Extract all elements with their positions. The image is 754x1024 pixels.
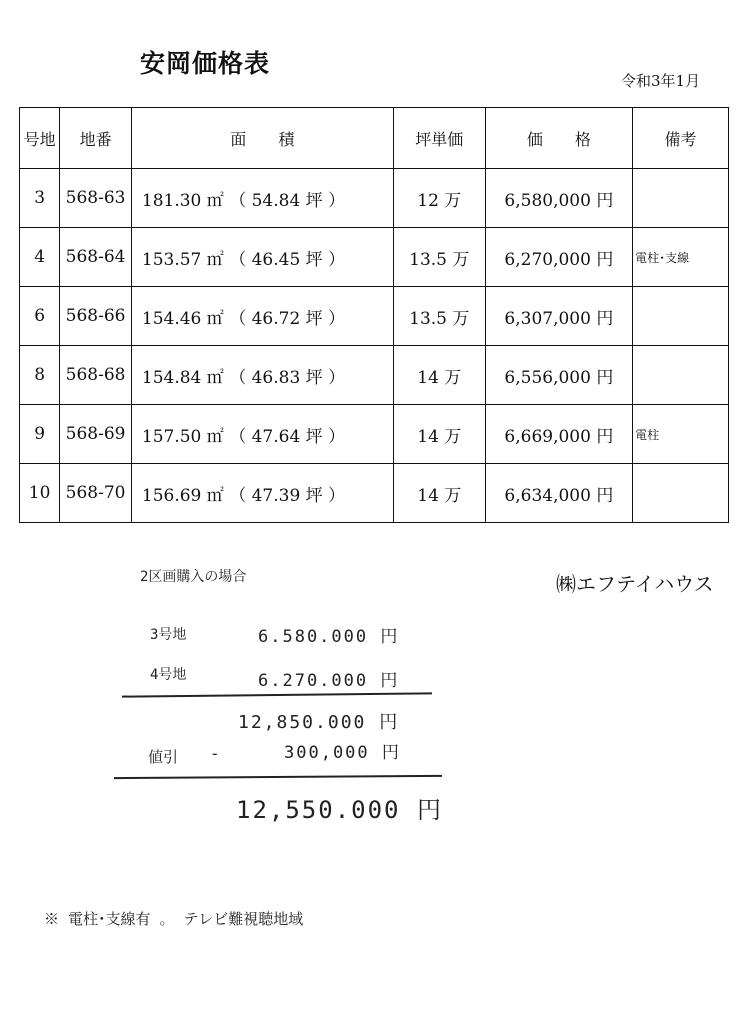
cell-no: 4 xyxy=(20,228,60,287)
cell-price xyxy=(485,287,632,346)
hand-note: ※ 電柱･支線有 。 テレビ難視聴地域 xyxy=(44,910,304,928)
area-tsubo-open: （ xyxy=(229,249,247,270)
area-m2-unit: ㎡ xyxy=(206,308,224,329)
price-value: 6,669,000 xyxy=(504,426,591,447)
area-m2: 157.50 xyxy=(141,426,202,447)
price-yen: 円 xyxy=(596,367,614,388)
area-tsubo: 47.64 xyxy=(251,426,301,447)
table-header-row xyxy=(20,108,729,169)
cell-chiban: 568-68 xyxy=(60,346,132,405)
table-row xyxy=(20,405,729,464)
cell-chiban: 568-70 xyxy=(60,464,132,523)
header-price: 価 格 xyxy=(485,108,632,169)
table-row xyxy=(20,169,729,228)
header-area: 面 積 xyxy=(131,108,393,169)
area-tsubo-open: （ xyxy=(229,485,247,506)
area-tsubo-open: （ xyxy=(229,308,247,329)
area-m2-unit: ㎡ xyxy=(206,426,224,447)
area-m2: 153.57 xyxy=(141,249,202,270)
header-chiban: 地番 xyxy=(60,108,132,169)
hand-discount-sign: - xyxy=(210,744,220,763)
cell-biko: 電柱･支線 xyxy=(633,228,729,287)
area-tsubo: 46.72 xyxy=(251,308,301,329)
cell-area xyxy=(131,405,393,464)
cell-area xyxy=(131,287,393,346)
area-m2: 156.69 xyxy=(141,485,202,506)
price-yen: 円 xyxy=(596,249,614,270)
cell-area xyxy=(131,346,393,405)
price-yen: 円 xyxy=(596,308,614,329)
area-tsubo-open: （ xyxy=(229,367,247,388)
area-tsubo-unit: 坪 ） xyxy=(305,190,346,211)
page-title: 安岡価格表 xyxy=(140,49,271,78)
cell-biko xyxy=(633,169,729,228)
area-m2: 181.30 xyxy=(141,190,202,211)
cell-no: 9 xyxy=(20,405,60,464)
cell-area xyxy=(131,169,393,228)
cell-biko xyxy=(633,346,729,405)
area-tsubo: 54.84 xyxy=(251,190,301,211)
cell-price xyxy=(485,228,632,287)
cell-no: 8 xyxy=(20,346,60,405)
cell-price xyxy=(485,346,632,405)
price-yen: 円 xyxy=(596,190,614,211)
area-m2-unit: ㎡ xyxy=(206,485,224,506)
cell-area xyxy=(131,464,393,523)
hand-discount-label: 値引 xyxy=(148,748,179,766)
hand-lot1-label: 3号地 xyxy=(150,627,187,643)
area-tsubo-unit: 坪 ） xyxy=(305,308,346,329)
table-row xyxy=(20,287,729,346)
area-tsubo-unit: 坪 ） xyxy=(305,367,346,388)
header-tanka: 坪単価 xyxy=(393,108,485,169)
price-value: 6,270,000 xyxy=(504,249,591,270)
cell-biko xyxy=(633,287,729,346)
cell-tanka: 14 万 xyxy=(393,464,485,523)
cell-tanka: 14 万 xyxy=(393,346,485,405)
area-m2: 154.46 xyxy=(141,308,202,329)
cell-chiban: 568-69 xyxy=(60,405,132,464)
area-tsubo: 46.45 xyxy=(251,249,301,270)
hand-discount-value: 300,000 円 xyxy=(284,743,401,763)
table-row xyxy=(20,346,729,405)
area-m2-unit: ㎡ xyxy=(206,249,224,270)
sum-divider xyxy=(122,692,432,697)
cell-tanka: 13.5 万 xyxy=(393,287,485,346)
header-biko: 備考 xyxy=(633,108,729,169)
price-value: 6,580,000 xyxy=(504,190,591,211)
price-yen: 円 xyxy=(596,485,614,506)
cell-no: 3 xyxy=(20,169,60,228)
header-no: 号地 xyxy=(20,108,60,169)
cell-chiban: 568-63 xyxy=(60,169,132,228)
area-tsubo-open: （ xyxy=(229,426,247,447)
cell-biko xyxy=(633,464,729,523)
area-tsubo-unit: 坪 ） xyxy=(305,426,346,447)
hand-total: 12,550.000 円 xyxy=(236,796,443,824)
price-yen: 円 xyxy=(596,426,614,447)
hand-lot2-label: 4号地 xyxy=(150,667,187,683)
hand-lot1-value: 6.580.000 円 xyxy=(258,627,400,647)
cell-price xyxy=(485,464,632,523)
area-m2-unit: ㎡ xyxy=(206,190,224,211)
price-value: 6,556,000 xyxy=(504,367,591,388)
cell-tanka: 13.5 万 xyxy=(393,228,485,287)
hand-subtotal: 12,850.000 円 xyxy=(238,712,400,733)
area-tsubo: 47.39 xyxy=(251,485,301,506)
cell-price xyxy=(485,169,632,228)
price-value: 6,307,000 xyxy=(504,308,591,329)
area-tsubo-open: （ xyxy=(229,190,247,211)
hand-lot2-value: 6.270.000 円 xyxy=(258,671,400,691)
cell-no: 6 xyxy=(20,287,60,346)
cell-chiban: 568-64 xyxy=(60,228,132,287)
area-m2: 154.84 xyxy=(141,367,202,388)
area-tsubo-unit: 坪 ） xyxy=(305,485,346,506)
cell-tanka: 14 万 xyxy=(393,405,485,464)
area-tsubo-unit: 坪 ） xyxy=(305,249,346,270)
table-row xyxy=(20,228,729,287)
cell-area xyxy=(131,228,393,287)
price-value: 6,634,000 xyxy=(504,485,591,506)
hand-heading: 2区画購入の場合 xyxy=(140,569,247,585)
cell-price xyxy=(485,405,632,464)
cell-chiban: 568-66 xyxy=(60,287,132,346)
price-table xyxy=(19,107,729,523)
area-m2-unit: ㎡ xyxy=(206,367,224,388)
document-date: 令和3年1月 xyxy=(621,72,701,90)
table-row xyxy=(20,464,729,523)
cell-biko: 電柱 xyxy=(633,405,729,464)
cell-tanka: 12 万 xyxy=(393,169,485,228)
company-name: ㈱エフテイハウス xyxy=(556,572,714,596)
area-tsubo: 46.83 xyxy=(251,367,301,388)
total-divider xyxy=(114,775,442,779)
cell-no: 10 xyxy=(20,464,60,523)
